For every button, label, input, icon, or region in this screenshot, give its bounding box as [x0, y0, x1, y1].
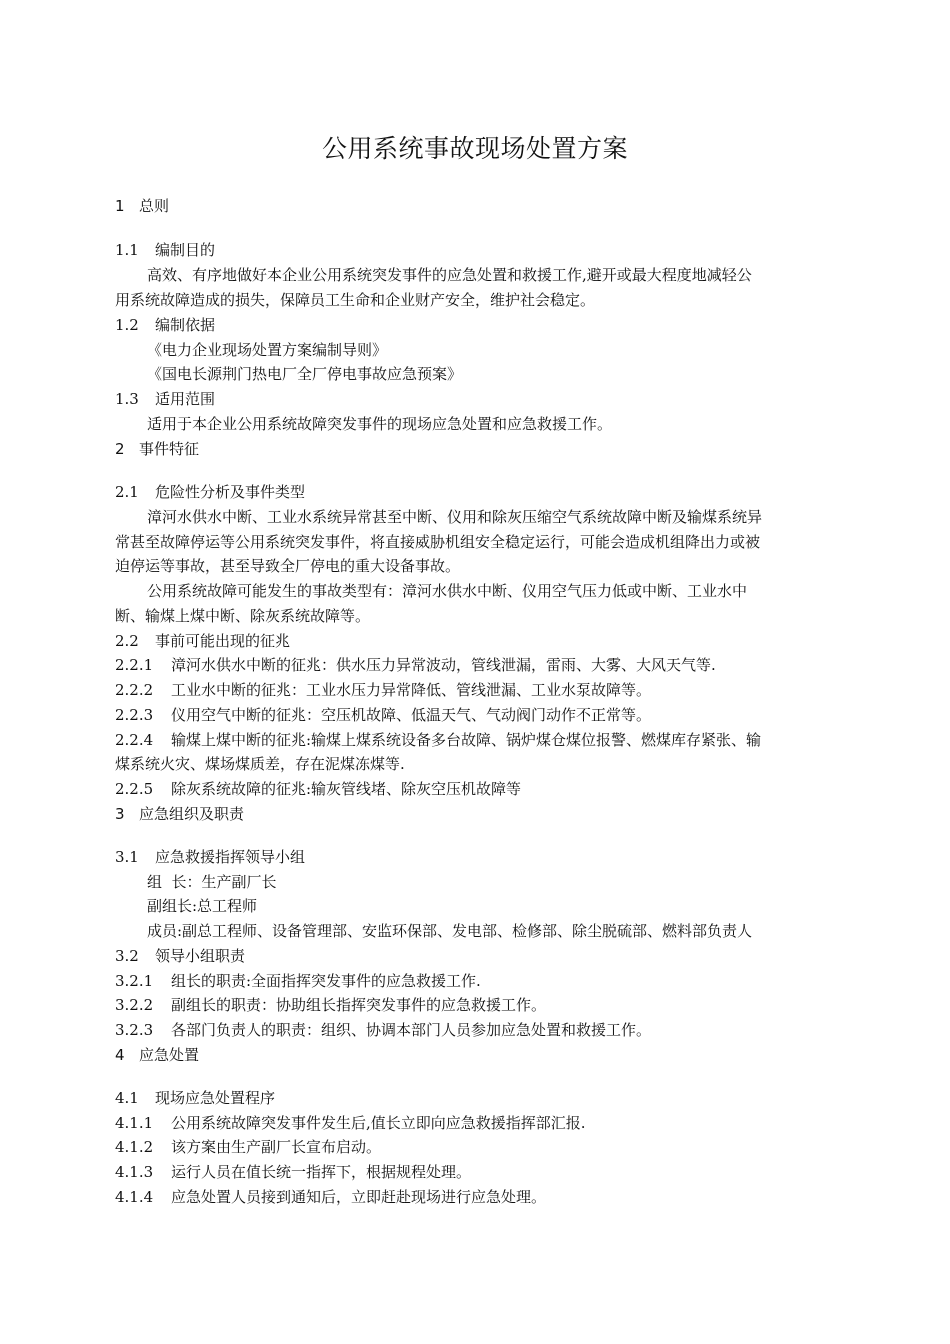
subsection-number: 4.1	[115, 1089, 139, 1107]
list-item	[115, 1018, 840, 1042]
paragraph-line: 适用于本企业公用系统故障突发事件的现场应急处置和应急救援工作。	[147, 415, 613, 433]
list-item	[115, 1111, 840, 1135]
item-number: 2.2.5	[115, 780, 154, 798]
paragraph-line: 常甚至故障停运等公用系统突发事件，将直接威胁机组安全稳定运行，可能会造成机组降出力或被	[115, 533, 761, 551]
paragraph-line: 公用系统故障可能发生的事故类型有：漳河水供水中断、仪用空气压力低或中断、工业水中	[147, 582, 748, 600]
list-item	[115, 653, 840, 677]
subsection-title: 编制依据	[155, 316, 216, 334]
item-number: 4.1.3	[115, 1163, 154, 1181]
item-text: 该方案由生产副厂长宣布启动。	[171, 1138, 382, 1156]
section-title: 总则	[139, 197, 170, 215]
subsection-heading-3-2	[115, 944, 840, 968]
section-heading-1	[115, 194, 840, 218]
section-number: 4	[115, 1046, 125, 1064]
subsection-heading-1-1	[115, 238, 840, 262]
subsection-number: 1.3	[115, 390, 139, 408]
subsection-number: 1.1	[115, 241, 139, 259]
item-text: 各部门负责人的职责：组织、协调本部门人员参加应急处置和救援工作。	[171, 1021, 652, 1039]
item-number: 2.2.4	[115, 731, 154, 749]
item-number: 4.1.2	[115, 1138, 154, 1156]
item-text: 漳河水供水中断的征兆：供水压力异常波动，管线泄漏，雷雨、大雾、大风天气等.	[171, 656, 716, 674]
item-number: 3.2.3	[115, 1021, 154, 1039]
section-heading-4	[115, 1043, 840, 1067]
item-text: 组长的职责:全面指挥突发事件的应急救援工作.	[171, 972, 481, 990]
group-members-line: 成员:副总工程师、设备管理部、安监环保部、发电部、检修部、除尘脱硫部、燃料部负责人	[147, 922, 753, 940]
list-item	[115, 703, 840, 727]
item-text: 仪用空气中断的征兆：空压机故障、低温天气、气动阀门动作不正常等。	[171, 706, 652, 724]
item-text: 应急处置人员接到通知后，立即赶赴现场进行应急处理。	[171, 1188, 547, 1206]
list-item	[115, 678, 840, 702]
subsection-heading-2-2	[115, 629, 840, 653]
subsection-number: 3.2	[115, 947, 139, 965]
subsection-heading-1-2	[115, 313, 840, 337]
section-title: 事件特征	[139, 440, 200, 458]
subsection-title: 适用范围	[155, 390, 216, 408]
paragraph-line: 用系统故障造成的损失，保障员工生命和企业财产安全，维护社会稳定。	[115, 291, 596, 309]
item-text: 公用系统故障突发事件发生后,值长立即向应急救援指挥部汇报.	[171, 1114, 586, 1132]
reference-item: 《电力企业现场处置方案编制导则》	[147, 341, 388, 359]
list-item	[115, 1160, 840, 1184]
paragraph-line: 迫停运等事故，甚至导致全厂停电的重大设备事故。	[115, 557, 461, 575]
item-number: 4.1.4	[115, 1188, 154, 1206]
subsection-title: 领导小组职责	[155, 947, 246, 965]
list-item	[115, 1185, 840, 1209]
list-item-continuation: 煤系统火灾、煤场煤质差，存在泥煤冻煤等.	[115, 755, 405, 773]
reference-item: 《国电长源荆门热电厂全厂停电事故应急预案》	[147, 365, 463, 383]
section-heading-2	[115, 437, 840, 461]
subsection-heading-3-1	[115, 845, 840, 869]
subsection-heading-1-3	[115, 387, 840, 411]
subsection-number: 2.1	[115, 483, 139, 501]
paragraph-line: 漳河水供水中断、工业水系统异常甚至中断、仪用和除灰压缩空气系统故障中断及输煤系统异	[147, 508, 763, 526]
subsection-title: 危险性分析及事件类型	[155, 483, 306, 501]
section-title: 应急组织及职责	[139, 805, 245, 823]
item-text: 工业水中断的征兆：工业水压力异常降低、管线泄漏、工业水泵故障等。	[171, 681, 652, 699]
item-text: 除灰系统故障的征兆:输灰管线堵、除灰空压机故障等	[171, 780, 522, 798]
list-item	[115, 1135, 840, 1159]
group-leader-line: 组 长：生产副厂长	[147, 873, 277, 891]
item-number: 3.2.2	[115, 996, 154, 1014]
subsection-number: 3.1	[115, 848, 139, 866]
subsection-title: 编制目的	[155, 241, 216, 259]
section-heading-3	[115, 802, 840, 826]
item-text: 运行人员在值长统一指挥下，根据规程处理。	[171, 1163, 472, 1181]
document-title: 公用系统事故现场处置方案	[321, 134, 628, 163]
subsection-number: 2.2	[115, 632, 139, 650]
subsection-heading-4-1	[115, 1086, 840, 1110]
item-number: 4.1.1	[115, 1114, 154, 1132]
item-text: 副组长的职责：协助组长指挥突发事件的应急救援工作。	[171, 996, 547, 1014]
group-deputy-line: 副组长:总工程师	[147, 897, 258, 915]
paragraph-line: 断、输煤上煤中断、除灰系统故障等。	[115, 607, 371, 625]
section-number: 2	[115, 440, 125, 458]
item-text: 输煤上煤中断的征兆:输煤上煤系统设备多台故障、锅炉煤仓煤位报警、燃煤库存紧张、输	[171, 731, 762, 749]
item-number: 2.2.2	[115, 681, 154, 699]
subsection-number: 1.2	[115, 316, 139, 334]
item-number: 2.2.1	[115, 656, 154, 674]
list-item	[115, 993, 840, 1017]
subsection-title: 事前可能出现的征兆	[155, 632, 291, 650]
paragraph-line: 高效、有序地做好本企业公用系统突发事件的应急处置和救援工作,避开或最大程度地减轻公	[147, 266, 752, 284]
list-item	[115, 969, 840, 993]
list-item	[115, 777, 840, 801]
section-number: 1	[115, 197, 125, 215]
subsection-heading-2-1	[115, 480, 840, 504]
list-item	[115, 728, 840, 752]
subsection-title: 应急救援指挥领导小组	[155, 848, 306, 866]
section-number: 3	[115, 805, 125, 823]
subsection-title: 现场应急处置程序	[155, 1089, 276, 1107]
item-number: 2.2.3	[115, 706, 154, 724]
item-number: 3.2.1	[115, 972, 154, 990]
section-title: 应急处置	[139, 1046, 200, 1064]
